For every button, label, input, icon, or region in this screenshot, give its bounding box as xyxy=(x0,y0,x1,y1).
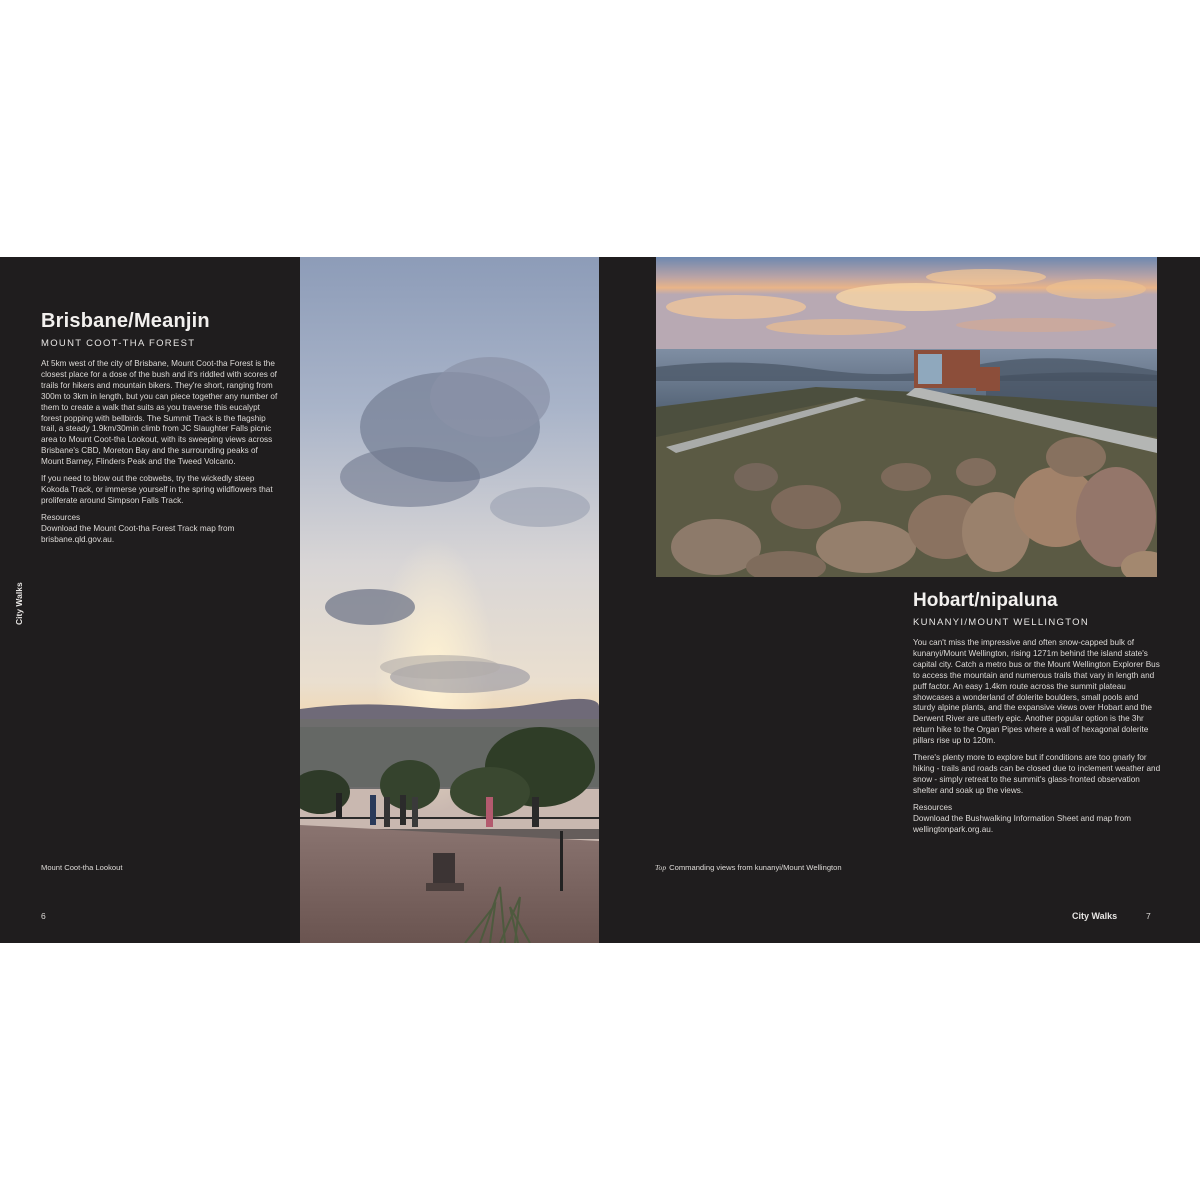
right-resources-heading: Resources xyxy=(913,802,953,812)
mount-coot-tha-lookout-photo xyxy=(300,257,599,943)
right-photo-caption xyxy=(655,863,842,872)
right-article xyxy=(913,590,1161,835)
left-page-subtitle: MOUNT COOT-THA FOREST xyxy=(41,338,196,349)
right-page-subtitle: KUNANYI/MOUNT WELLINGTON xyxy=(913,617,1090,628)
right-resources-text: Download the Bushwalking Information Sheet and map from wellingtonpark.org.au. xyxy=(913,813,1132,834)
right-caption-text: Commanding views from kunanyi/Mount Wellington xyxy=(669,863,842,872)
left-resources-text: Download the Mount Coot-tha Forest Track map from brisbane.qld.gov.au. xyxy=(41,523,235,544)
left-page-title: Brisbane/Meanjin xyxy=(41,310,210,332)
caption-position-label: Top xyxy=(655,863,667,872)
left-resources-heading: Resources xyxy=(41,512,81,522)
left-paragraph-1: At 5km west of the city of Brisbane, Mount Coot-tha Forest is the closest place for a dose of the bush and it's riddled with scores of trails for hikers and mountain bikers. They're short, ranging from 300m to 3km in length, but you can piece together any number of them to create a walk that suits as you traverse this eucalypt forest popping with bellbirds. The Summit Track is the flagship trail, a steady 1.9km/30min climb from JC Slaughter Falls picnic area to Mount Coot-tha Lookout, with its sweeping views across Brisbane's CBD, Moreton Bay and the surrounding peaks of Mount Barney, Flinders Peak and the Tweed Volcano. xyxy=(41,359,278,467)
book-spread xyxy=(0,257,1200,943)
section-label-vertical: City Walks xyxy=(14,582,24,625)
page-number-left: 6 xyxy=(41,911,46,921)
mount-wellington-summit-photo xyxy=(656,257,1157,577)
left-photo-caption: Mount Coot-tha Lookout xyxy=(41,863,123,872)
right-paragraph-2: There's plenty more to explore but if conditions are too gnarly for hiking - trails and roads can be closed due to inclement weather and snow - simply retreat to the summit's glass-fronted observation shelter and soak up the views. xyxy=(913,753,1161,795)
right-page-title: Hobart/nipaluna xyxy=(913,590,1058,611)
page-number-right: 7 xyxy=(1146,911,1151,921)
left-paragraph-2: If you need to blow out the cobwebs, try the wickedly steep Kokoda Track, or immerse yourself in the spring wildflowers that proliferate around Simpson Falls Track. xyxy=(41,474,273,505)
right-paragraph-1: You can't miss the impressive and often snow-capped bulk of kunanyi/Mount Wellington, rising 1271m behind the island state's capital city. Catch a metro bus or the Mount Wellington Explorer Bus to access the mountain and numerous trails that vary in length and puff factor. An easy 1.4km route across the summit plateau showcases a wonderland of dolerite boulders, small pools and sturdy alpine plants, and the expansive views over Hobart and the Derwent River are utterly epic. Another popular option is the 3hr return hike to the Organ Pipes where a wall of hexagonal dolerite pillars rise up to 120m. xyxy=(913,638,1160,746)
footer-section-label: City Walks xyxy=(1072,911,1118,921)
left-article xyxy=(41,309,281,546)
